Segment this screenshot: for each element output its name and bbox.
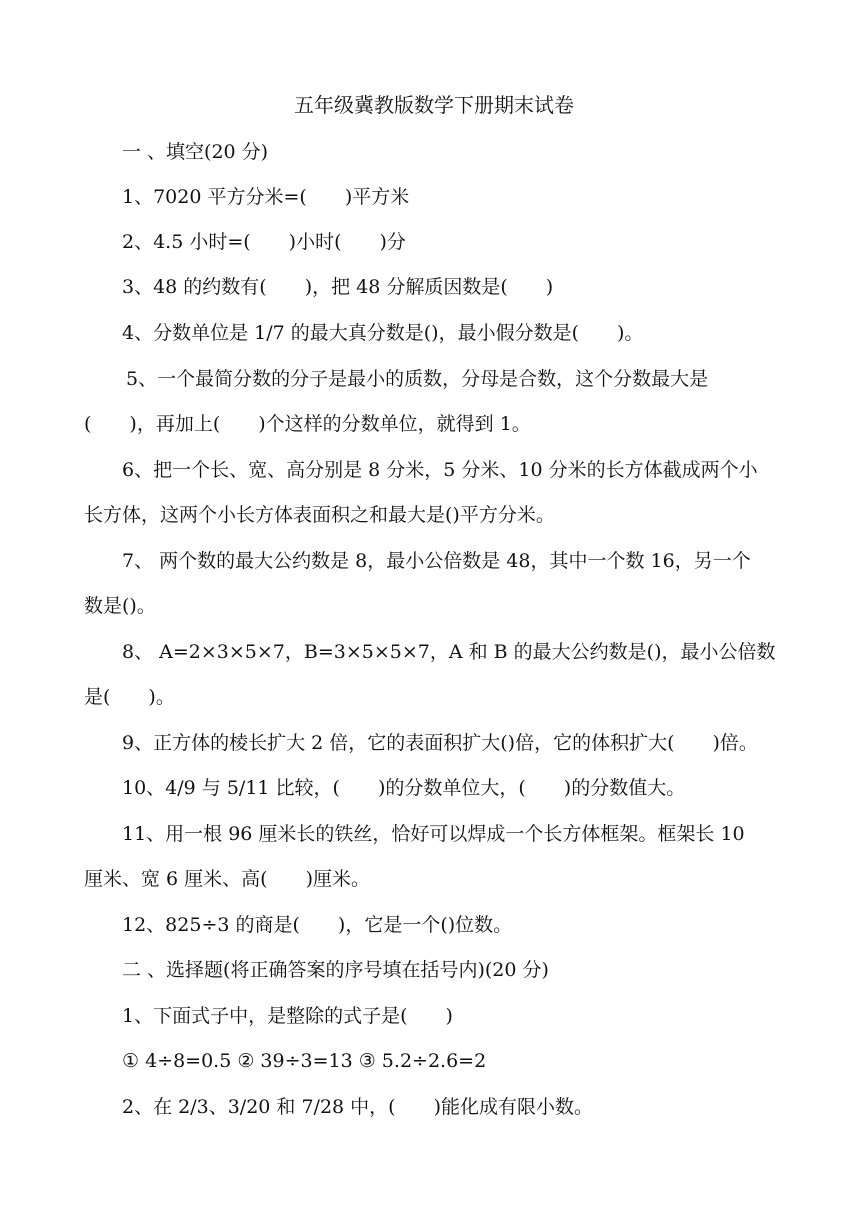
- question-line: 4、分数单位是 1/7 的最大真分数是()，最小假分数是( )。: [122, 322, 644, 344]
- question-line: 7、 两个数的最大公约数是 8，最小公倍数是 48，其中一个数 16，另一个: [122, 550, 751, 572]
- question-line: 10、4/9 与 5/11 比较，( )的分数单位大，( )的分数值大。: [122, 777, 686, 799]
- question-line-continued: 是( )。: [84, 686, 175, 708]
- question-line-continued: 长方体，这两个小长方体表面积之和最大是()平方分米。: [84, 504, 555, 526]
- exam-title: 五年级冀教版数学下册期末试卷: [294, 93, 574, 117]
- question-line: 11、用一根 96 厘米长的铁丝，恰好可以焊成一个长方体框架。框架长 10: [122, 823, 745, 845]
- question-line: 2、4.5 小时=( )小时( )分: [122, 231, 406, 253]
- question-line-continued: ( )，再加上( )个这样的分数单位，就得到 1。: [84, 413, 531, 435]
- question-line: 1、7020 平方分米=( )平方米: [122, 186, 410, 208]
- question-line: 5、一个最简分数的分子是最小的质数，分母是合数，这个分数最大是: [126, 368, 709, 390]
- question-line-continued: 数是()。: [84, 595, 156, 617]
- question-line: 6、把一个长、宽、高分别是 8 分米，5 分米、10 分米的长方体截成两个小: [122, 459, 758, 481]
- question-line: 3、48 的约数有( )，把 48 分解质因数是( ): [122, 276, 554, 298]
- question-line: 1、下面式子中，是整除的式子是( ): [122, 1005, 453, 1027]
- question-line: 12、825÷3 的商是( )，它是一个()位数。: [122, 914, 513, 936]
- section-heading-fill-blanks: 一 、填空(20 分): [122, 141, 269, 163]
- question-line-continued: 厘米、宽 6 厘米、高( )厘米。: [84, 868, 370, 890]
- question-line: 2、在 2/3、3/20 和 7/28 中，( )能化成有限小数。: [122, 1096, 593, 1118]
- choice-options-line: ① 4÷8=0.5 ② 39÷3=13 ③ 5.2÷2.6=2: [122, 1050, 487, 1072]
- question-line: 8、 A=2×3×5×7，B=3×5×5×7，A 和 B 的最大公约数是()，最小公倍数: [122, 641, 776, 663]
- question-line: 9、正方体的棱长扩大 2 倍，它的表面积扩大()倍，它的体积扩大( )倍。: [122, 732, 758, 754]
- section-heading-multiple-choice: 二 、选择题(将正确答案的序号填在括号内)(20 分): [122, 959, 549, 981]
